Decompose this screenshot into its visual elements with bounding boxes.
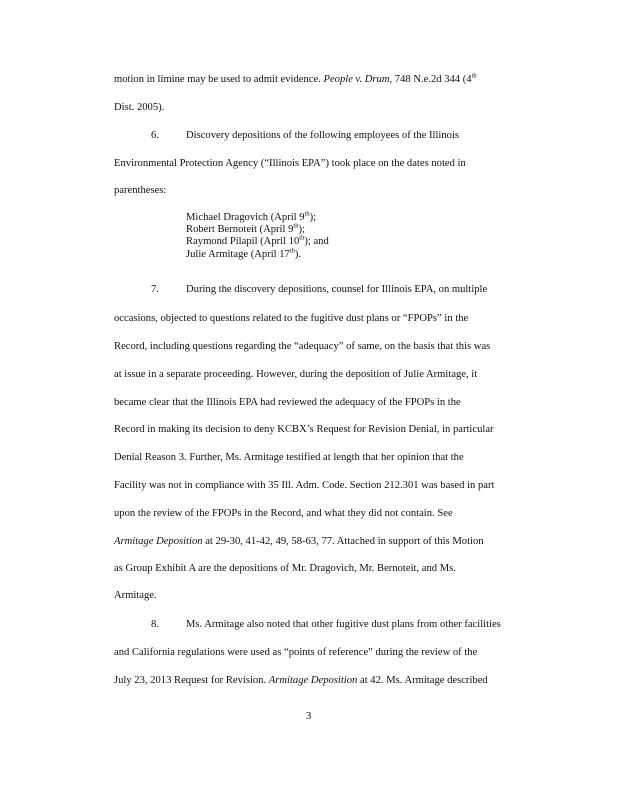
text-line: July 23, 2013 Request for Revision. Armitage Deposition at 42. Ms. Armitage described: [114, 675, 488, 686]
page-number: 3: [306, 711, 312, 722]
list-item: Julie Armitage (April 17th).: [186, 247, 302, 260]
text-line: parentheses:: [114, 185, 167, 196]
text-line: During the discovery depositions, counsel for Illinois EPA, on multiple: [186, 284, 488, 295]
text-line: became clear that the Illinois EPA had reviewed the adequacy of the FPOPs in the: [114, 397, 461, 408]
text-line: Dist. 2005).: [114, 102, 165, 113]
text-line: at issue in a separate proceeding. However, during the deposition of Julie Armitage, it: [114, 369, 478, 380]
text-line: and California regulations were used as “points of reference” during the review of the: [114, 647, 478, 658]
list-item: Michael Dragovich (April 9th);: [186, 210, 317, 223]
list-item: Robert Bernoteit (April 9th);: [186, 222, 305, 235]
text-line: upon the review of the FPOPs in the Record, and what they did not contain. See: [114, 508, 453, 519]
text-line: Denial Reason 3. Further, Ms. Armitage testified at length that her opinion that the: [114, 452, 464, 463]
list-item: Raymond Pilapil (April 10th); and: [186, 234, 329, 247]
text-line: Discovery depositions of the following employees of the Illinois: [186, 130, 460, 141]
deposition-citation: Armitage Deposition: [268, 675, 358, 686]
deposition-citation: Armitage Deposition: [114, 536, 203, 547]
text-line: as Group Exhibit A are the depositions of Mr. Dragovich, Mr. Bernoteit, and Ms.: [114, 563, 456, 574]
text-line: Facility was not in compliance with 35 Ill. Adm. Code. Section 212.301 was based in part: [114, 480, 495, 491]
text-line: Ms. Armitage also noted that other fugitive dust plans from other facilities: [186, 619, 501, 630]
paragraph-number: 7.: [151, 284, 159, 295]
text-line: Record, including questions regarding the “adequacy” of same, on the basis that this was: [114, 341, 491, 352]
text-line: Record in making its decision to deny KCBX’s Request for Revision Denial, in particular: [114, 424, 494, 435]
text-line: Environmental Protection Agency (“Illinois EPA”) took place on the dates noted in: [114, 158, 466, 169]
paragraph-number: 8.: [151, 619, 159, 630]
paragraph-number: 6.: [151, 130, 159, 141]
text-line: occasions, objected to questions related to the fugitive dust plans or “FPOPs” in the: [114, 313, 469, 324]
text-line: Armitage.: [114, 590, 157, 601]
case-citation: People v. Drum: [323, 74, 390, 85]
text-line: motion in limine may be used to admit evidence. People v. Drum, 748 N.e.2d 344 (4th: [114, 72, 477, 85]
text-line: Armitage Deposition at 29-30, 41-42, 49, 58-63, 77. Attached in support of this Motion: [114, 536, 484, 547]
